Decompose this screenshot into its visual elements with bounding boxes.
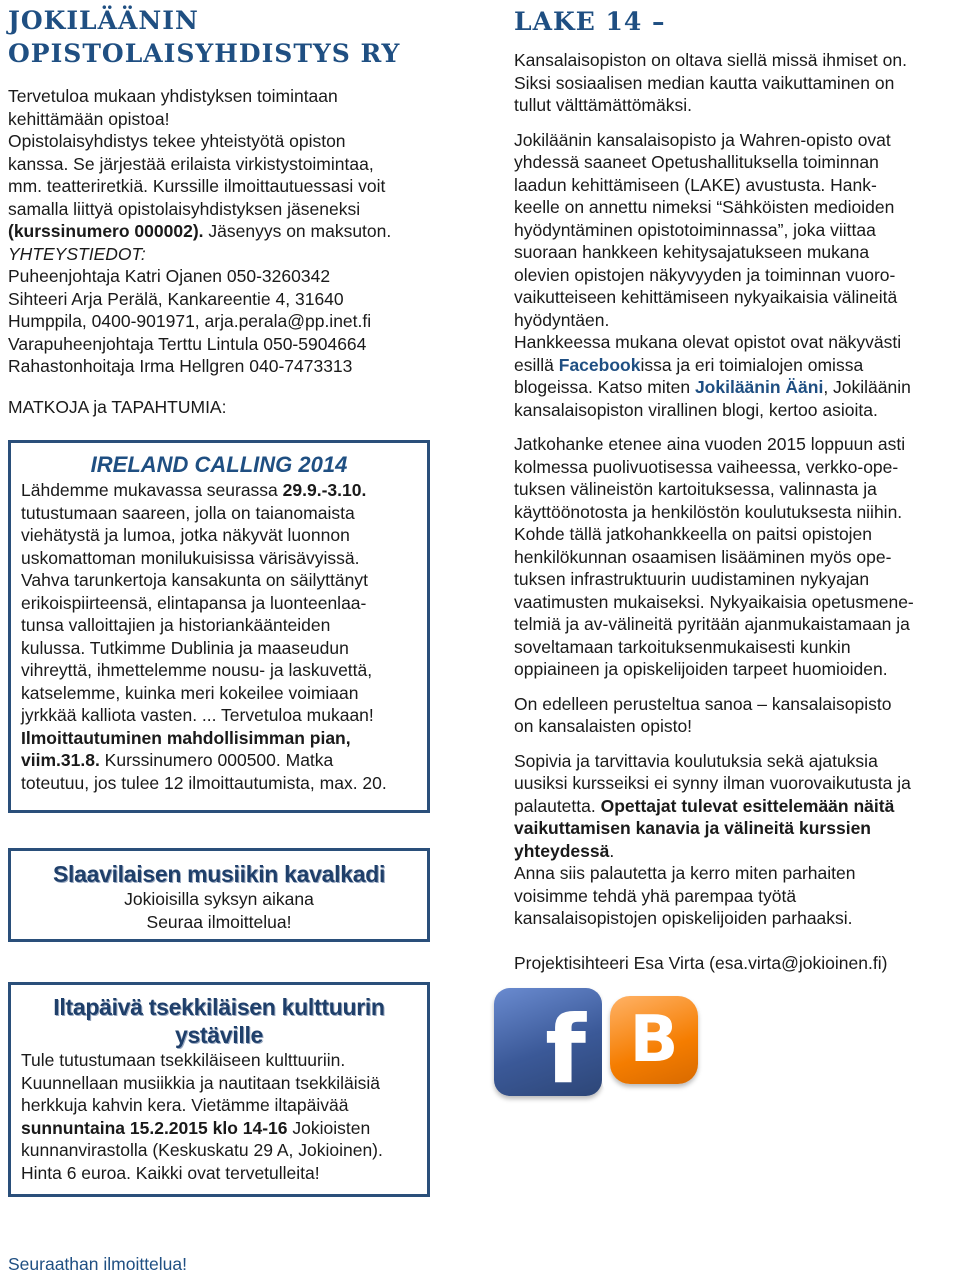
czech-line: Hinta 6 euroa. Kaikki ovat tervetulleita! xyxy=(21,1162,320,1183)
para-line: henkilökunnan osaamisen lisääminen myös ope- xyxy=(514,546,892,567)
intro-line: Tervetuloa mukaan yhdistyksen toimintaan xyxy=(8,86,338,106)
ireland-line: jyrkkää kalliota vasten. ... Tervetuloa mukaan! xyxy=(21,705,374,725)
intro-section xyxy=(8,85,478,418)
fb-pre: esillä xyxy=(514,354,559,375)
para-line: hyödyntäen. xyxy=(514,309,610,330)
para-line: voisimme tehdä yhä parempaa työtä xyxy=(514,885,797,906)
title-line-1: JOKILÄÄNIN xyxy=(8,6,199,35)
blogger-icon[interactable] xyxy=(602,988,710,1096)
slavic-line: Seuraa ilmoittelua! xyxy=(146,911,292,932)
blog-line xyxy=(514,376,960,399)
fb-post: issa ja eri toimialojen omissa xyxy=(640,354,864,375)
ireland-line: uskomattoman monilukuisissa värisävyissä. xyxy=(21,547,360,568)
czech-heading-2: ystäville xyxy=(174,1022,264,1048)
feedback-dot: . xyxy=(609,840,615,861)
para-line: oppiaineen ja opiskelijoiden tarpeet huomioiden. xyxy=(514,659,888,679)
intro-line: Opistolaisyhdistys tekee yhteistyötä opiston xyxy=(8,131,346,151)
blogger-badge xyxy=(610,996,698,1084)
czech-date-rest: Jokioisten xyxy=(287,1117,371,1138)
para-line: Jatkohanke etenee aina vuoden 2015 loppuun asti xyxy=(514,434,906,454)
ireland-date-line xyxy=(21,479,417,502)
slavic-line: Jokioisilla syksyn aikana xyxy=(124,889,314,909)
right-title xyxy=(514,5,665,38)
right-body xyxy=(514,49,960,974)
left-title xyxy=(8,4,400,70)
membership-line xyxy=(8,220,478,243)
para-line: kolmessa puolivuotisessa vaiheessa, verkko-ope- xyxy=(514,456,899,477)
ireland-registration: Ilmoittautuminen mahdollisimman pian, xyxy=(21,727,351,748)
blog-pre: blogeissa. Katso miten xyxy=(514,377,695,397)
feedback-pre: palautetta. xyxy=(514,795,601,816)
czech-line: Kuunnellaan musiikkia ja nautitaan tsekkiläisiä xyxy=(21,1072,380,1093)
para-line: vaatimusten mukaiseksi. Nykyaikaisia opetusmene- xyxy=(514,591,914,612)
czech-line: Tule tutustumaan tsekkiläiseen kulttuuriin. xyxy=(21,1050,346,1070)
feedback-bold-1: Opettajat tulevat esittelemään näitä xyxy=(600,795,895,816)
blogger-letter: B xyxy=(629,1003,679,1077)
ireland-course-number: Kurssinumero 000500. Matka xyxy=(99,750,334,770)
para-line: tuksen välineistön kartoituksessa, valinnasta ja xyxy=(514,479,877,499)
para-line: käyttöönotosta ja henkilöstön koulutuksesta niihin. xyxy=(514,501,903,522)
para-line: yhdessä saaneet Opetushallituksella toiminnan xyxy=(514,152,879,172)
para-line: telmiä ja av-välineitä pyritään ajanmukaistamaan ja xyxy=(514,614,910,634)
ireland-deadline: viim.31.8. xyxy=(21,750,100,770)
para-line: Siksi sosiaalisen median kautta vaikuttaminen on xyxy=(514,72,895,93)
ireland-course-line xyxy=(21,749,417,772)
para-line: Kohde tällä jatkohankkeella on paitsi opistojen xyxy=(514,524,873,544)
czech-date: sunnuntaina 15.2.2015 klo 14-16 xyxy=(21,1117,288,1138)
facebook-line xyxy=(514,354,960,377)
para-line: Jokiläänin kansalaisopisto ja Wahren-opisto ovat xyxy=(514,129,891,150)
ireland-line: vihreyttä, ihmettelemme nousu- ja laskuvettä, xyxy=(21,660,373,680)
contact-line: Varapuheenjohtaja Terttu Lintula 050-5904664 xyxy=(8,333,367,354)
para-line: Hankkeessa mukana olevat opistot ovat näkyvästi xyxy=(514,332,902,352)
para-line: kansalaisopistojen opiskelijoiden parhaaksi. xyxy=(514,908,853,928)
para-line: hyödyntäminen opistotoiminnassa”, joka viittaa xyxy=(514,219,876,240)
czech-line: herkkuja kahvin kera. Vietämme iltapäivää xyxy=(21,1095,349,1115)
signature: Projektisihteeri Esa Virta (esa.virta@jokioinen.fi) xyxy=(514,952,888,973)
para-line: soveltamaan tarkoituksenmukaisesti kunkin xyxy=(514,636,851,657)
membership-text: Jäsenyys on maksuton. xyxy=(203,221,392,241)
ireland-date-prefix: Lähdemme mukavassa seurassa xyxy=(21,480,283,500)
course-number: (kurssinumero 000002). xyxy=(8,221,204,241)
contact-line: Sihteeri Arja Perälä, Kankareentie 4, 31640 xyxy=(8,288,344,309)
contacts-heading: YHTEYSTIEDOT: xyxy=(8,243,146,264)
para-line: keelle on annettu nimeksi “Sähköisten medioiden xyxy=(514,197,895,217)
ireland-date: 29.9.-3.10. xyxy=(282,480,367,500)
para-line: suoraan hankkeen kehitysajatukseen mukana xyxy=(514,242,870,262)
intro-line: mm. teatteriretkiä. Kurssille ilmoittautuessasi voit xyxy=(8,176,386,196)
title-line-2: OPISTOLAISYHDISTYS RY xyxy=(8,39,401,68)
para-line: tullut välttämättömäksi. xyxy=(514,95,692,115)
events-heading: MATKOJA ja TAPAHTUMIA: xyxy=(8,396,227,417)
ireland-box xyxy=(8,440,430,813)
para-line: kansalaisopiston virallinen blogi, kertoo asioita. xyxy=(514,399,878,420)
intro-line: kanssa. Se järjestää erilaista virkistystoimintaa, xyxy=(8,153,374,174)
slavic-heading: Slaavilaisen musiikin kavalkadi xyxy=(52,861,386,887)
feedback-bold-line xyxy=(514,840,960,863)
contact-line: Humppila, 0400-901971, arja.perala@pp.inet.fi xyxy=(8,311,372,331)
ireland-line: katselemme, kuinka meri kokeilee voimiaan xyxy=(21,682,359,703)
para-line: vaikutteiseen kehittämiseen nykyaikaisia välineitä xyxy=(514,287,898,307)
intro-line: samalla liittyä opistolaisyhdistyksen jäseneksi xyxy=(8,198,361,219)
contact-line: Rahastonhoitaja Irma Hellgren 040-7473313 xyxy=(8,356,353,376)
slavic-box xyxy=(8,848,430,942)
ireland-line: tunsa valloittajien ja historiankäänteiden xyxy=(21,615,331,635)
para-line: Anna siis palautetta ja kerro miten parhaiten xyxy=(514,863,856,883)
para-line: Sopivia ja tarvittavia koulutuksia sekä ajatuksia xyxy=(514,750,878,771)
ireland-line: Vahva tarunkertoja kansakunta on säilyttänyt xyxy=(21,570,368,590)
para-line: tuksen infrastruktuurin uudistaminen nykyajan xyxy=(514,569,870,589)
para-line: On edelleen perusteltua sanoa – kansalaisopisto xyxy=(514,693,892,714)
para-line: laadun kehittämiseen (LAKE) avustusta. Hank- xyxy=(514,174,877,195)
ireland-heading: IRELAND CALLING 2014 xyxy=(90,452,348,477)
feedback-line xyxy=(514,795,960,818)
ireland-line: erikoispiirteensä, elintapansa ja luonteenlaa- xyxy=(21,592,367,613)
ireland-line: tutustumaan saareen, jolla on taianomaista xyxy=(21,502,355,523)
para-line: olevien opistojen näkyvyyden ja toiminnan vuoro- xyxy=(514,264,896,285)
ireland-line: kulussa. Tutkimme Dublinia ja maaseudun xyxy=(21,637,349,658)
contact-line: Puheenjohtaja Katri Ojanen 050-3260342 xyxy=(8,266,331,286)
feedback-bold-3: yhteydessä xyxy=(514,840,610,861)
para-line: on kansalaisten opisto! xyxy=(514,716,693,736)
facebook-link[interactable]: Facebook xyxy=(558,354,641,375)
para-line: uusiksi kursseiksi ei synny ilman vuorovaikutusta ja xyxy=(514,773,911,793)
czech-date-line xyxy=(21,1117,417,1140)
footer-note: Seuraathan ilmoittelua! xyxy=(8,1254,187,1274)
czech-line: kunnanvirastolla (Keskuskatu 29 A, Jokioinen). xyxy=(21,1140,383,1160)
czech-box xyxy=(8,982,430,1197)
para-line: Kansalaisopiston on oltava siellä missä ihmiset on. xyxy=(514,50,907,70)
facebook-letter: f xyxy=(545,996,586,1105)
intro-line: kehittämään opistoa! xyxy=(8,108,170,129)
feedback-bold-2: vaikuttamisen kanavia ja välineitä kurssien xyxy=(514,818,871,838)
facebook-icon[interactable] xyxy=(494,988,602,1105)
czech-heading-1: Iltapäivä tsekkiläisen kulttuurin xyxy=(53,994,385,1020)
lake-title: LAKE 14 – xyxy=(514,7,666,36)
blog-link[interactable]: Jokiläänin Ääni xyxy=(694,377,824,397)
blog-post: , Jokiläänin xyxy=(823,377,911,397)
ireland-last-line: toteutuu, jos tulee 12 ilmoittautumista, max. 20. xyxy=(21,772,387,793)
ireland-line: viehätystä ja lumoa, jotka näkyvät luonnon xyxy=(21,525,350,545)
